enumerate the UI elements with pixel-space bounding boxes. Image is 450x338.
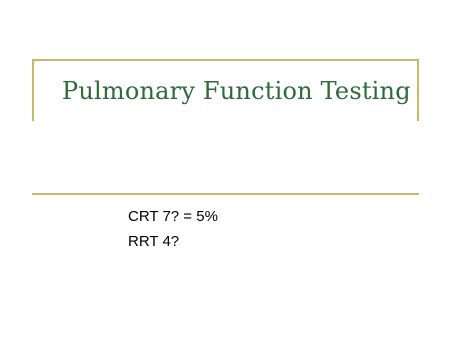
slide-title: Pulmonary Function Testing [62, 77, 411, 105]
frame-bottom-line [32, 193, 419, 195]
frame-right-line [417, 59, 419, 121]
bullet-item-crt: CRT 7? = 5% [128, 208, 218, 225]
frame-left-line [32, 59, 34, 121]
bullet-list [128, 204, 218, 254]
frame-top-line [32, 59, 419, 61]
bullet-item-rrt: RRT 4? [128, 233, 180, 250]
